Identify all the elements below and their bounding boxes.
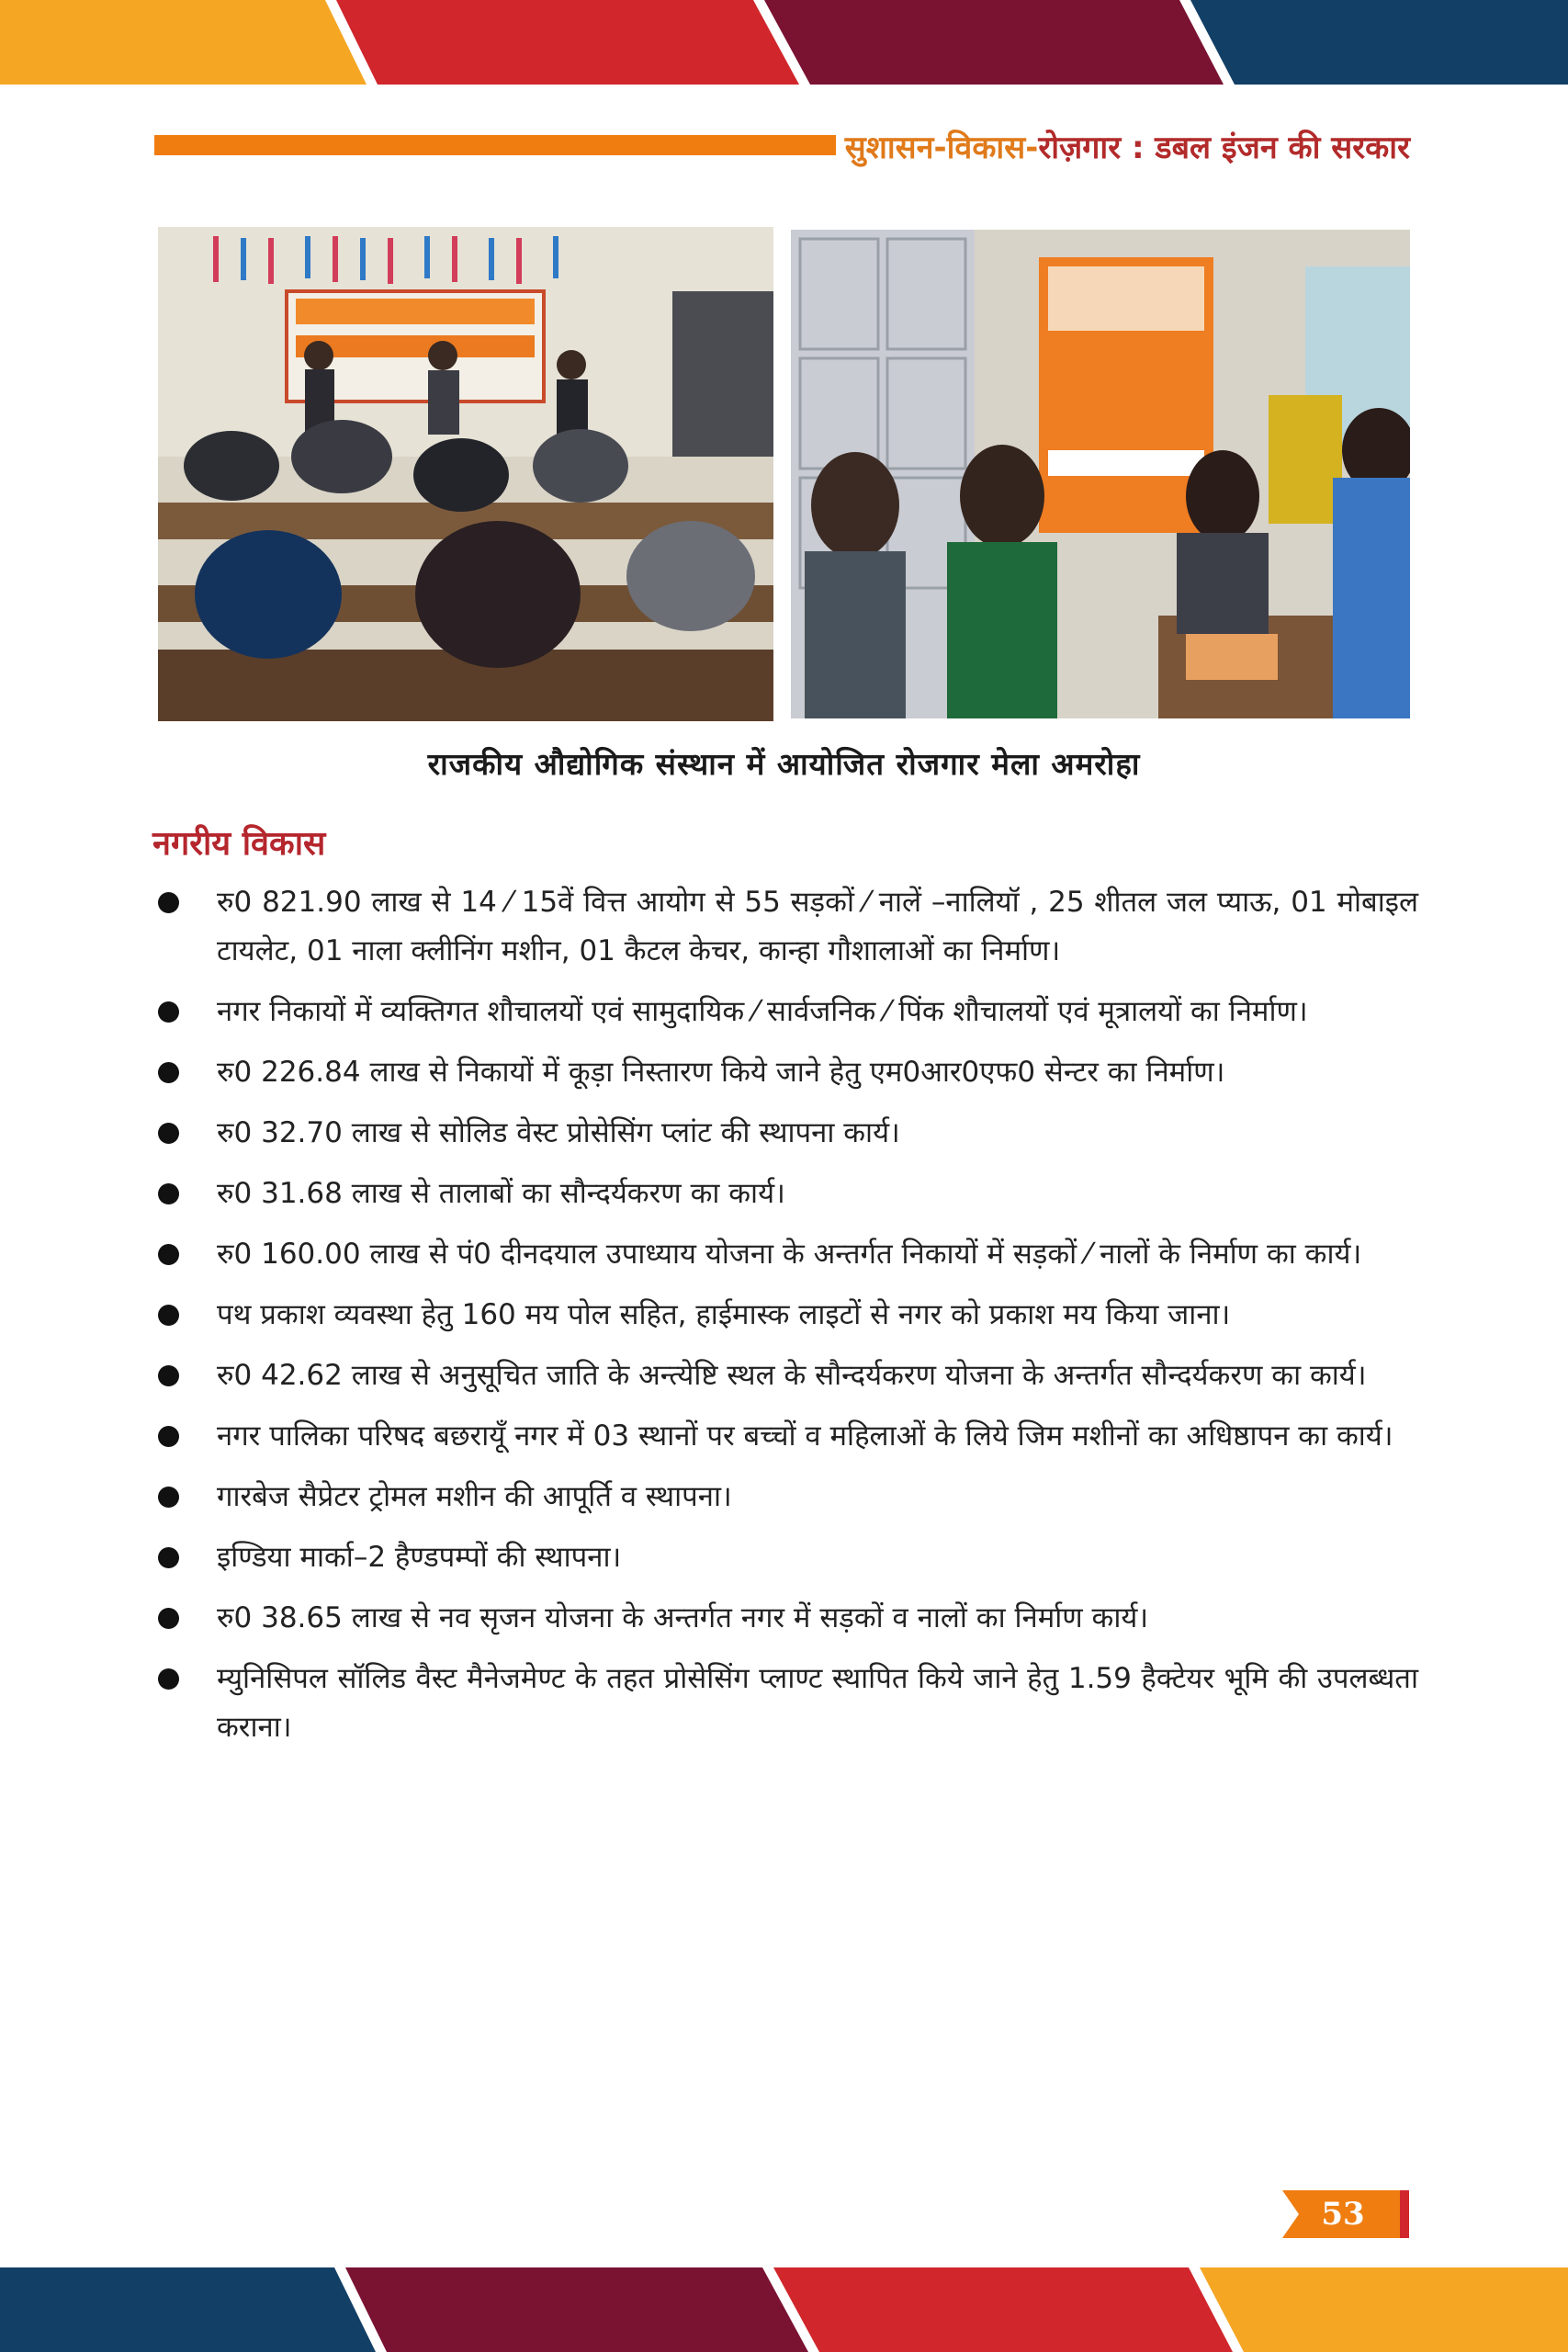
list-item-text: नगर निकायों में व्यक्तिगत शौचालयों एवं सामुदायिक ⁄ सार्वजनिक ⁄ पिंक शौचालयों एवं मूत्रालयों का निर्माण। [217,995,1308,1028]
list-item-text: रु0 226.84 लाख से निकायों में कूड़ा निस्तारण किये जाने हेतु एम0आर0एफ0 सेन्टर का निर्माण। [217,1056,1225,1089]
list-item [152,1291,1418,1340]
list-item [152,1655,1418,1752]
bottom-color-band [0,2267,1568,2352]
list-item [152,1351,1418,1400]
list-item-text: इण्डिया मार्का–2 हैण्डपम्पों की स्थापना। [217,1541,622,1574]
list-item-text: नगर पालिका परिषद बछरायूँ नगर में 03 स्थानों पर बच्चों व महिलाओं के लिये जिम मशीनों का अधिष्ठापन का कार्य। [217,1419,1393,1453]
list-item [152,1230,1418,1279]
bullet-icon [158,1668,179,1690]
list-item-text: गारबेज सैप्रेटर ट्रोमल मशीन की आपूर्ति व स्थापना। [217,1480,732,1513]
bullet-icon [158,1608,179,1629]
list-item-text: पथ प्रकाश व्यवस्था हेतु 160 मय पोल सहित, हाईमास्क लाइटों से नगर को प्रकाश मय किया जाना। [217,1298,1231,1331]
section-heading: नगरीय विकास [152,825,326,863]
bullet-icon [158,1244,179,1265]
list-item-text: रु0 821.90 लाख से 14 ⁄ 15वें वित्त आयोग से 55 सड़कों ⁄ नालें –नालियॉ , 25 शीतल जल प्याऊ, 01 मोबाइल टायलेट, 01 नाला क्लीनिंग मशीन, 01 कैटल केचर, कान्हा गौशालाओं का निर्माण। [217,886,1418,967]
list-item [152,1170,1418,1218]
list-item [152,1048,1418,1097]
list-item-text: रु0 38.65 लाख से नव सृजन योजना के अन्तर्गत नगर में सड़कों व नालों का निर्माण कार्य। [217,1601,1149,1634]
list-item [152,1533,1418,1582]
bullet-icon [158,1426,179,1447]
header-title-part2: रोज़गार : डबल इंजन की सरकार [1038,130,1410,166]
list-item [152,878,1418,976]
bullet-icon [158,1183,179,1204]
bullet-icon [158,1547,179,1568]
bullet-icon [158,1487,179,1508]
photo-job-fair-desk [791,230,1410,718]
list-item-text: रु0 32.70 लाख से सोलिड वेस्ट प्रोसेसिंग प्लांट की स्थापना कार्य। [217,1116,900,1149]
page-number: 53 [1321,2196,1365,2233]
header-orange-bar [154,135,836,155]
top-color-band [0,0,1568,85]
bullet-icon [158,1305,179,1326]
list-item [152,1473,1418,1521]
list-item-text: रु0 42.62 लाख से अनुसूचित जाति के अन्त्येष्टि स्थल के सौन्दर्यकरण योजना के अन्तर्गत सौन्दर्यकरण का कार्य। [217,1359,1367,1392]
bullet-icon [158,1123,179,1144]
bullet-list [152,878,1418,1764]
list-item-text: म्युनिसिपल सॉलिड वैस्ट मैनेजमेण्ट के तहत प्रोसेसिंग प्लाण्ट स्थापित किये जाने हेतु 1.59 हैक्टेयर भूमि की उपलब्धता कराना। [217,1662,1418,1744]
list-item-text: रु0 31.68 लाख से तालाबों का सौन्दर्यकरण का कार्य। [217,1177,785,1210]
bullet-icon [158,1001,179,1023]
bullet-icon [158,1365,179,1386]
list-item [152,1109,1418,1158]
photo-caption: राजकीय औद्योगिक संस्थान में आयोजित रोजगार मेला अमरोहा [427,746,1141,782]
bullet-icon [158,1062,179,1083]
list-item-text: रु0 160.00 लाख से पं0 दीनदयाल उपाध्याय योजना के अन्तर्गत निकायों में सड़कों ⁄ नालों के निर्माण का कार्य। [217,1238,1362,1271]
list-item [152,988,1418,1036]
header-title-part1: सुशासन-विकास- [844,130,1039,166]
list-item [152,1412,1418,1461]
list-item [152,1594,1418,1643]
photo-job-fair-classroom [158,227,773,721]
bullet-icon [158,892,179,913]
header-title [845,125,1410,167]
